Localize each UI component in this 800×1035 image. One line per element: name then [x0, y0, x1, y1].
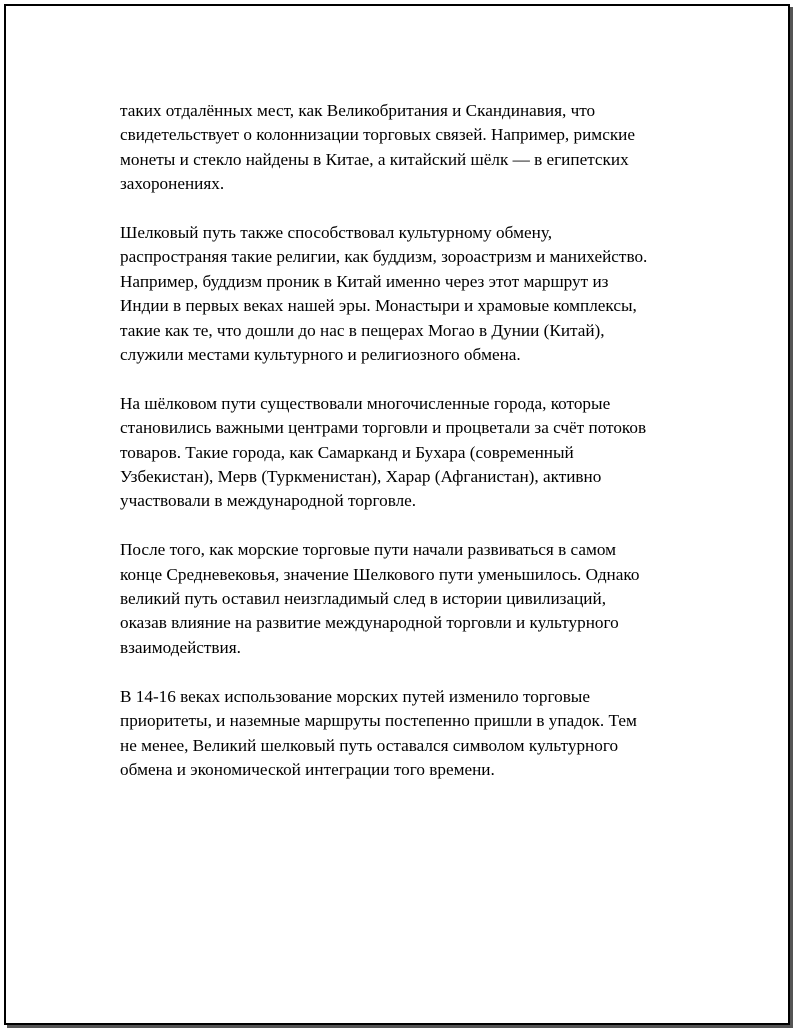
- paragraph-4: [120, 538, 692, 660]
- text-line: взаимодействия.: [120, 637, 241, 657]
- text-line: таких отдалённых мест, как Великобритания и Скандинавия, что: [120, 101, 596, 120]
- text-line: великий путь оставил неизгладимый след в истории цивилизаций,: [120, 589, 606, 609]
- text-line: становились важными центрами торговли и процветали за счёт потоков: [120, 418, 647, 438]
- text-line: В 14-16 веках использование морских путей изменило торговые: [120, 686, 590, 706]
- text-line: конце Средневековья, значение Шелкового пути уменьшилось. Однако: [120, 564, 640, 584]
- text-line: такие как те, что дошли до нас в пещерах Могао в Дунии (Китай),: [120, 320, 605, 340]
- text-line: захоронениях.: [120, 174, 225, 194]
- text-line: Шелковый путь также способствовал культурному обмену,: [120, 223, 553, 243]
- text-line: приоритеты, и наземные маршруты постепенно пришли в упадок. Тем: [120, 711, 637, 731]
- text-line: участвовали в международной торговле.: [120, 491, 417, 511]
- paragraph-5: [120, 685, 692, 783]
- text-line: монеты и стекло найдены в Китае, а китайский шёлк — в египетских: [120, 149, 629, 169]
- text-line: распространяя такие религии, как буддизм, зороастризм и манихейство.: [120, 247, 648, 267]
- document-page: [4, 4, 790, 1025]
- paragraph-3: [120, 392, 692, 514]
- document-body: [120, 99, 692, 807]
- text-line: обмена и экономической интеграции того времени.: [120, 759, 495, 779]
- text-line: не менее, Великий шелковый путь оставался символом культурного: [120, 735, 619, 755]
- paragraph-1: [120, 99, 692, 197]
- text-line: свидетельствует о колоннизации торговых связей. Например, римские: [120, 125, 635, 145]
- text-line: товаров. Такие города, как Самарканд и Бухара (современный: [120, 442, 574, 462]
- text-line: Индии в первых веках нашей эры. Монастыри и храмовые комплексы,: [120, 296, 637, 316]
- text-line: Узбекистан), Мерв (Туркменистан), Харар (Афганистан), активно: [120, 467, 602, 487]
- text-line: Например, буддизм проник в Китай именно через этот маршрут из: [120, 271, 609, 291]
- text-line: служили местами культурного и религиозного обмена.: [120, 345, 521, 365]
- text-line: оказав влияние на развитие международной торговли и культурного: [120, 613, 619, 633]
- text-line: На шёлковом пути существовали многочисленные города, которые: [120, 393, 611, 413]
- text-line: После того, как морские торговые пути начали развиваться в самом: [120, 540, 616, 560]
- paragraph-2: [120, 221, 692, 367]
